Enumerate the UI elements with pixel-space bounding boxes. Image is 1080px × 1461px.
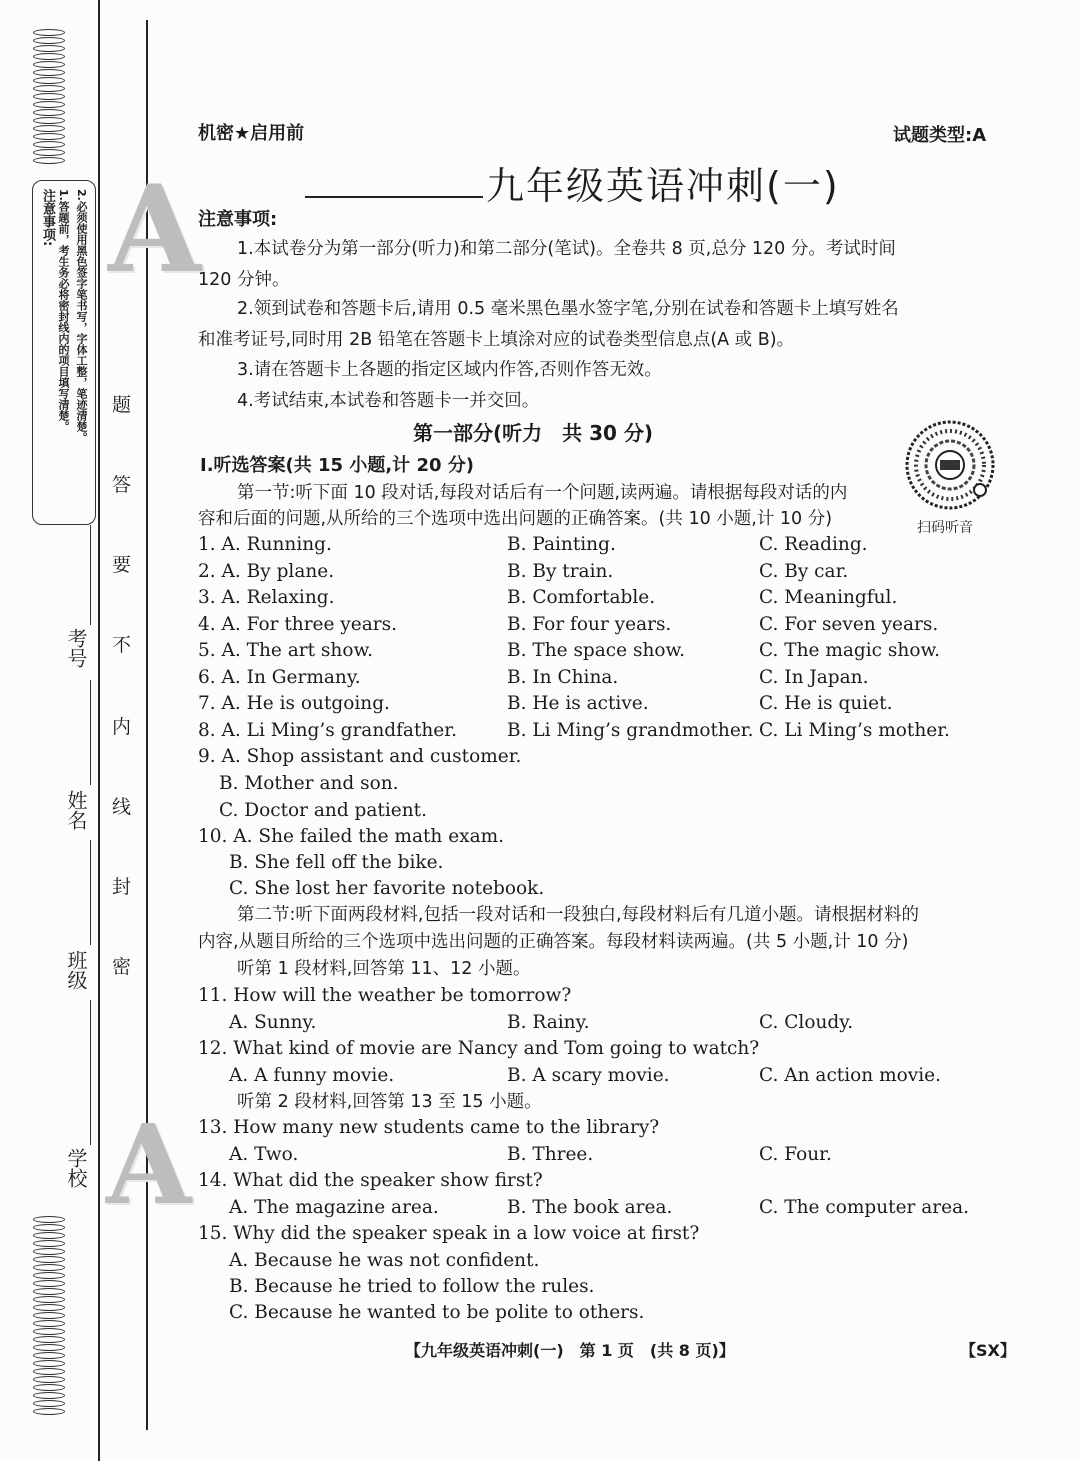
qr-label: 扫码听音	[917, 520, 973, 536]
q14-option-b: B. The book area.	[507, 1197, 673, 1218]
binding-oval	[33, 141, 65, 148]
field-line-name	[90, 680, 91, 785]
q2-option-b: B. By train.	[507, 560, 614, 582]
field-line-school	[90, 1000, 91, 1145]
watermark-letter-top: A	[108, 159, 202, 300]
section2-intro: 第二节:听下面两段材料,包括一段对话和一段独白,每段材料后有几道小题。请根据材料的	[237, 905, 920, 925]
binding-oval	[33, 1240, 65, 1247]
binding-oval	[33, 45, 65, 52]
binding-oval	[33, 133, 65, 140]
q13-option-b: B. Three.	[507, 1144, 594, 1165]
binding-oval	[33, 1368, 65, 1375]
q15-stem: 15. Why did the speaker speak in a low voice at first?	[198, 1223, 700, 1244]
q8-option-a: 8. A. Li Ming’s grandfather.	[198, 719, 457, 741]
notes-item: 和准考证号,同时用 2B 铅笔在答题卡上填涂对应的试卷类型信息点(A 或 B)。	[198, 330, 795, 350]
seal-char: 不	[112, 634, 132, 656]
binding-notice-line-1: 1.答题前，考生务必将密封线内的项目填写清楚。	[57, 189, 70, 432]
q2-option-c: C. By car.	[759, 560, 849, 582]
q8-option-b: B. Li Ming’s grandmother.	[507, 719, 754, 741]
binding-ovals-top	[32, 28, 70, 178]
q8-option-c: C. Li Ming’s mother.	[759, 719, 950, 741]
watermark-letter-bottom: A	[106, 1100, 192, 1229]
notes-item: 2.领到试卷和答题卡后,请用 0.5 毫米黑色墨水签字笔,分别在试卷和答题卡上填写姓名	[237, 299, 899, 319]
q6-option-b: B. In China.	[507, 666, 619, 688]
q6-option-a: 6. A. In Germany.	[198, 666, 361, 688]
confidential-label: 机密★启用前	[198, 123, 305, 144]
binding-oval	[33, 1344, 65, 1351]
seal-char: 要	[112, 554, 132, 576]
material1-instruction: 听第 1 段材料,回答第 11、12 小题。	[237, 959, 531, 979]
binding-oval	[33, 157, 65, 164]
q9-option-a: 9. A. Shop assistant and customer.	[198, 746, 522, 767]
field-label-exam-number: 考号	[64, 628, 88, 668]
q11-option-c: C. Cloudy.	[759, 1012, 854, 1033]
seal-char: 密	[112, 956, 132, 978]
binding-line-outer	[98, 0, 100, 1461]
q13-option-c: C. Four.	[759, 1144, 832, 1165]
section1-intro: 第一节:听下面 10 段对话,每段对话后有一个问题,读两遍。请根据每段对话的内	[237, 483, 848, 503]
binding-oval	[33, 1400, 65, 1407]
field-line-exam-number	[90, 525, 91, 625]
binding-oval	[33, 1360, 65, 1367]
binding-oval	[33, 1336, 65, 1343]
q13-stem: 13. How many new students came to the library?	[198, 1117, 660, 1138]
binding-oval	[33, 1224, 65, 1231]
q1-option-a: 1. A. Running.	[198, 534, 332, 555]
field-label-name: 姓名	[64, 790, 88, 830]
binding-oval	[33, 117, 65, 124]
q10-option-a: 10. A. She failed the math exam.	[198, 826, 505, 847]
footer-code: 【SX】	[960, 1341, 1016, 1360]
binding-oval	[33, 149, 65, 156]
q14-option-a: A. The magazine area.	[229, 1197, 439, 1218]
seal-char: 内	[112, 716, 132, 738]
seal-char: 题	[112, 394, 132, 416]
field-line-class	[90, 840, 91, 945]
title-underline	[305, 196, 483, 198]
q3-option-c: C. Meaningful.	[759, 587, 898, 608]
q2-option-a: 2. A. By plane.	[198, 560, 335, 582]
q5-option-c: C. The magic show.	[759, 640, 940, 661]
section2-intro: 内容,从题目所给的三个选项中选出问题的正确答案。每段材料读两遍。(共 5 小题,计 10 分)	[198, 932, 909, 952]
binding-oval	[33, 53, 65, 60]
notes-item: 120 分钟。	[198, 270, 290, 290]
binding-oval	[33, 1264, 65, 1271]
q5-option-a: 5. A. The art show.	[198, 640, 373, 661]
seal-char: 线	[112, 796, 132, 818]
part1-heading: 第一部分(听力 共 30 分)	[413, 421, 654, 445]
q15-option-c: C. Because he wanted to be polite to others.	[229, 1302, 645, 1323]
q3-option-b: B. Comfortable.	[507, 587, 656, 608]
binding-oval	[33, 93, 65, 100]
q1-option-c: C. Reading.	[759, 534, 868, 555]
field-label-class: 班级	[64, 950, 88, 990]
q9-option-b: B. Mother and son.	[219, 773, 399, 794]
q9-option-c: C. Doctor and patient.	[219, 800, 427, 821]
q3-option-a: 3. A. Relaxing.	[198, 587, 335, 608]
binding-oval	[33, 1216, 65, 1223]
section1-title: Ⅰ.听选答案(共 15 小题,计 20 分)	[200, 455, 474, 476]
binding-oval	[33, 1248, 65, 1255]
q11-option-b: B. Rainy.	[507, 1012, 590, 1033]
binding-oval	[33, 1232, 65, 1239]
page-title: 九年级英语冲刺(一)	[486, 164, 840, 208]
q11-option-a: A. Sunny.	[229, 1012, 317, 1033]
q10-option-c: C. She lost her favorite notebook.	[229, 878, 545, 899]
q12-stem: 12. What kind of movie are Nancy and Tom going to watch?	[198, 1038, 760, 1059]
binding-oval	[33, 1408, 65, 1415]
q1-option-b: B. Painting.	[507, 534, 616, 555]
binding-oval	[33, 1376, 65, 1383]
q14-option-c: C. The computer area.	[759, 1197, 969, 1218]
binding-oval	[33, 1272, 65, 1279]
q12-option-c: C. An action movie.	[759, 1065, 941, 1086]
binding-oval	[33, 69, 65, 76]
binding-oval	[33, 1280, 65, 1287]
material2-instruction: 听第 2 段材料,回答第 13 至 15 小题。	[237, 1092, 542, 1112]
binding-oval	[33, 1304, 65, 1311]
notes-item: 3.请在答题卡上各题的指定区域内作答,否则作答无效。	[237, 360, 662, 380]
q14-stem: 14. What did the speaker show first?	[198, 1170, 543, 1191]
q7-option-b: B. He is active.	[507, 693, 649, 714]
q4-option-b: B. For four years.	[507, 613, 672, 635]
q13-option-a: A. Two.	[229, 1144, 299, 1165]
binding-oval	[33, 125, 65, 132]
q15-option-a: A. Because he was not confident.	[229, 1250, 540, 1271]
binding-oval	[33, 1384, 65, 1391]
binding-oval	[33, 77, 65, 84]
binding-oval	[33, 37, 65, 44]
binding-oval	[33, 1312, 65, 1319]
binding-oval	[33, 1320, 65, 1327]
binding-oval	[33, 109, 65, 116]
notes-item: 4.考试结束,本试卷和答题卡一并交回。	[237, 391, 540, 411]
q10-option-b: B. She fell off the bike.	[229, 852, 444, 873]
binding-oval	[33, 1288, 65, 1295]
q12-option-b: B. A scary movie.	[507, 1065, 670, 1086]
binding-oval	[33, 29, 65, 36]
footer-page-info: 【九年级英语冲刺(一) 第 1 页 (共 8 页)】	[405, 1341, 735, 1360]
binding-oval	[33, 61, 65, 68]
paper-type-label: 试题类型:A	[893, 125, 987, 146]
notes-heading: 注意事项:	[198, 209, 278, 230]
q6-option-c: C. In Japan.	[759, 666, 869, 688]
notes-item: 1.本试卷分为第一部分(听力)和第二部分(笔试)。全卷共 8 页,总分 120 分。考试时间	[237, 239, 896, 259]
section1-intro: 容和后面的问题,从所给的三个选项中选出问题的正确答案。(共 10 小题,计 10 分)	[198, 509, 833, 529]
field-label-school: 学校	[64, 1148, 88, 1188]
q7-option-c: C. He is quiet.	[759, 693, 893, 714]
q12-option-a: A. A funny movie.	[229, 1065, 395, 1086]
binding-notice-title: 注意事项:	[40, 189, 55, 247]
seal-char: 封	[112, 876, 132, 898]
binding-oval	[33, 85, 65, 92]
q7-option-a: 7. A. He is outgoing.	[198, 693, 390, 714]
q4-option-c: C. For seven years.	[759, 613, 939, 635]
binding-oval	[33, 1352, 65, 1359]
qr-code-icon[interactable]	[900, 420, 1000, 510]
binding-oval	[33, 1392, 65, 1399]
binding-oval	[33, 1328, 65, 1335]
binding-oval	[33, 1296, 65, 1303]
binding-notice-box	[32, 180, 96, 525]
q15-option-b: B. Because he tried to follow the rules.	[229, 1276, 595, 1297]
binding-oval	[33, 101, 65, 108]
q4-option-a: 4. A. For three years.	[198, 613, 397, 635]
binding-notice-line-2: 2.必须使用黑色签字笔书写，字体工整，笔迹清楚。	[75, 189, 88, 443]
binding-ovals-bottom	[32, 1215, 70, 1440]
binding-oval	[33, 1256, 65, 1263]
q11-stem: 11. How will the weather be tomorrow?	[198, 985, 572, 1006]
seal-char: 答	[112, 474, 132, 496]
q5-option-b: B. The space show.	[507, 640, 686, 661]
